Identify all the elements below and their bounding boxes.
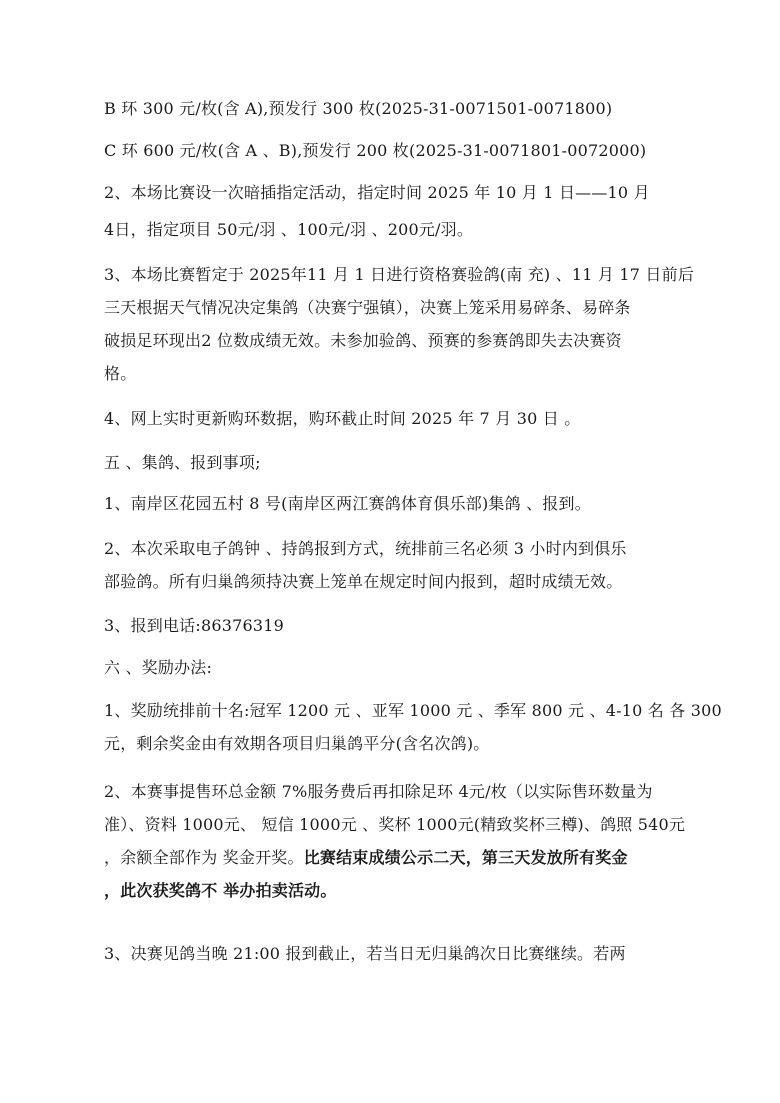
section-five-heading [104, 446, 704, 479]
text-line: 格。 [104, 364, 137, 383]
text-line: 元，剩余奖金由有效期各项目归巢鸽平分(含名次鸽)。 [104, 734, 490, 753]
text-line: 3、决赛见鸽当晚 21:00 报到截止，若当日无归巢鸽次日比赛继续。若两 [104, 944, 626, 963]
section-six-heading [104, 651, 704, 684]
text-line: 准）、资料 1000元、 短信 1000元 、奖杯 1000元(精致奖杯三樽)、鸽照 540元 [104, 815, 686, 834]
text-line: 4日，指定项目 50元/羽 、100元/羽 、200元/羽。 [104, 220, 474, 239]
text-line: 3、本场比赛暂定于 2025年11 月 1 日进行资格赛验鸽(南 充) 、11 月 17 日前后 [104, 265, 695, 284]
reporting-method-paragraph [104, 532, 704, 598]
ring-b-line [104, 92, 704, 125]
text-line: B 环 300 元/枚(含 A),预发行 300 枚(2025-31-0071501-0071800) [104, 99, 613, 118]
ring-c-line [104, 134, 704, 167]
text-line: 4、网上实时更新购环数据，购环截止时间 2025 年 7 月 30 日 。 [104, 409, 581, 428]
text-line: C 环 600 元/枚(含 A 、B),预发行 200 枚(2025-31-0071801-0072000) [104, 141, 647, 160]
phone-paragraph [104, 609, 704, 642]
final-day-paragraph [104, 937, 704, 970]
text-line: 六 、奖励办法: [104, 658, 213, 677]
text-line: 三天根据天气情况决定集鸽（决赛宁强镇），决赛上笼采用易碎条、易碎条 [104, 298, 631, 317]
prize-ranking-paragraph [104, 694, 722, 760]
text-line [104, 841, 704, 874]
text-line: 1、南岸区花园五村 8 号(南岸区两江赛鸽体育俱乐部)集鸽 、报到。 [104, 494, 591, 513]
service-fee-paragraph [104, 775, 704, 907]
qualification-paragraph [104, 258, 704, 390]
text-line: 1、奖励统排前十名:冠军 1200 元 、亚军 1000 元 、季军 800 元 、4-10 名 各 300 [104, 701, 722, 720]
designation-items-line [104, 213, 704, 246]
online-ring-paragraph [104, 402, 704, 435]
text-line: 2、本次采取电子鸽钟 、持鸽报到方式，统排前三名必须 3 小时内到俱乐 [104, 539, 627, 558]
text-line: 部验鸽。所有归巢鸽须持决赛上笼单在规定时间内报到，超时成绩无效。 [104, 572, 623, 591]
text-line: 破损足环现出2 位数成绩无效。未参加验鸽、预赛的参赛鸽即失去决赛资 [104, 331, 622, 350]
text-fragment: ，余额全部作为 奖金开奖。 [104, 848, 304, 867]
bold-notice-text: 比赛结束成绩公示二天，第三天发放所有奖金 [303, 848, 628, 867]
text-line: 五 、集鸽、报到事项; [104, 453, 261, 472]
designation-paragraph [104, 176, 704, 209]
text-line: 3、报到电话:86376319 [104, 616, 285, 635]
bold-notice-line: ，此次获奖鸽不 举办拍卖活动。 [104, 881, 337, 900]
text-line: 2、本场比赛设一次暗插指定活动，指定时间 2025 年 10 月 1 日——10 月 [104, 183, 650, 202]
text-line: 2、本赛事提售环总金额 7%服务费后再扣除足环 4元/枚（以实际售环数量为 [104, 782, 653, 801]
collection-location-paragraph [104, 487, 704, 520]
